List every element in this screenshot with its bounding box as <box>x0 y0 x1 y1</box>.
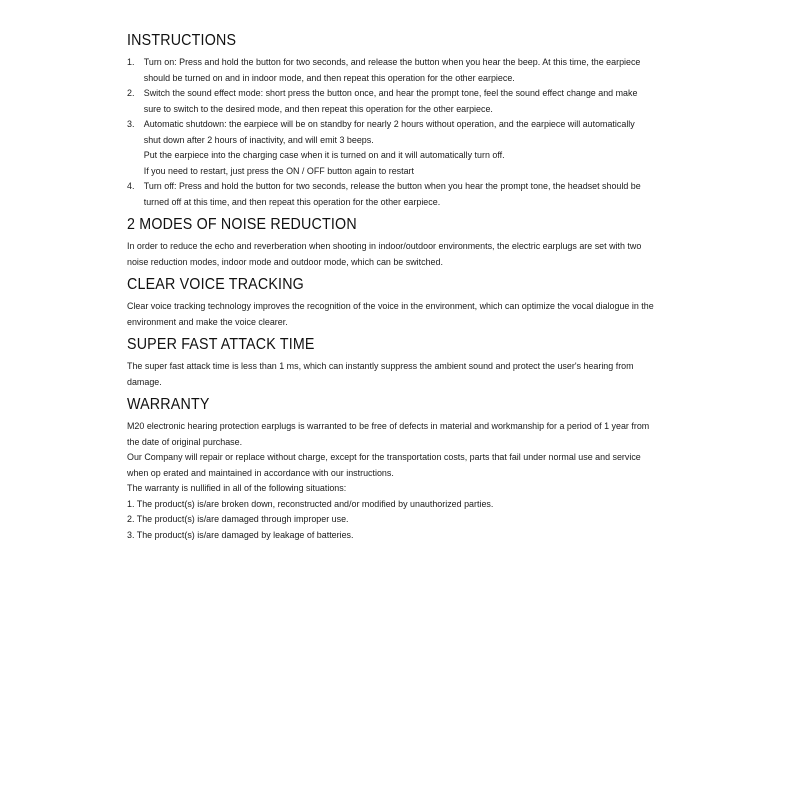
warranty-text: M20 electronic hearing protection earplugs is warranted to be free of defects in material and workmanship for a period of 1 year from the date of original purchase. Our Company will repair or replace without charge, except for the transportation costs, parts that fail under normal use and service when op erated and maintained in accordance with our instructions. The warranty is nullified in all of the following situations: 1. The product(s) is/are broken down, reconstructed and/or modified by unauthorized parties. 2. The product(s) is/are damaged through improper use. 3. The product(s) is/are damaged by leakage of batteries. <box>127 421 650 541</box>
instructions-section <box>127 32 679 210</box>
document-page <box>127 32 679 549</box>
noise-reduction-section <box>127 216 679 270</box>
attack-time-section <box>127 336 679 390</box>
instructions-list <box>127 55 678 210</box>
attack-time-heading: SUPER FAST ATTACK TIME <box>127 336 315 353</box>
voice-tracking-text: Clear voice tracking technology improves the recognition of the voice in the environment, which can optimize the vocal dialogue in the environment and make the voice clearer. <box>127 301 654 328</box>
list-item: 1. Turn on: Press and hold the button for two seconds, and release the button when you hear the beep. At this time, the earpiece should be turned on and in indoor mode, and then repeat this operation for the other earpiece. <box>127 57 641 84</box>
list-item: 2. Switch the sound effect mode: short press the button once, and hear the prompt tone, feel the sound effect change and make sure to switch to the desired mode, and then repeat this operation for the other earpiece. <box>127 88 638 115</box>
voice-tracking-heading: CLEAR VOICE TRACKING <box>127 276 304 293</box>
list-item: 4. Turn off: Press and hold the button for two seconds, release the button when you hear the prompt tone, the headset should be turned off at this time, and then repeat this operation for the other earpiece. <box>127 181 641 208</box>
noise-reduction-text: In order to reduce the echo and reverberation when shooting in indoor/outdoor environments, the electric earplugs are set with two noise reduction modes, indoor mode and outdoor mode, which can be switched. <box>127 241 642 268</box>
noise-reduction-heading: 2 MODES OF NOISE REDUCTION <box>127 216 357 233</box>
instructions-heading: INSTRUCTIONS <box>127 32 237 49</box>
warranty-heading: WARRANTY <box>127 396 210 413</box>
voice-tracking-section <box>127 276 679 330</box>
list-item: 3. Automatic shutdown: the earpiece will be on standby for nearly 2 hours without operation, and the earpiece will automatically shut down after 2 hours of inactivity, and will emit 3 beeps. Put the earpiece into the charging case when it is turned on and it will automatically turn off. If you need to restart, just press the ON / OFF button again to restart <box>127 119 635 177</box>
attack-time-text: The super fast attack time is less than 1 ms, which can instantly suppress the ambient sound and protect the user's hearing from damage. <box>127 361 634 388</box>
warranty-section <box>127 396 679 543</box>
